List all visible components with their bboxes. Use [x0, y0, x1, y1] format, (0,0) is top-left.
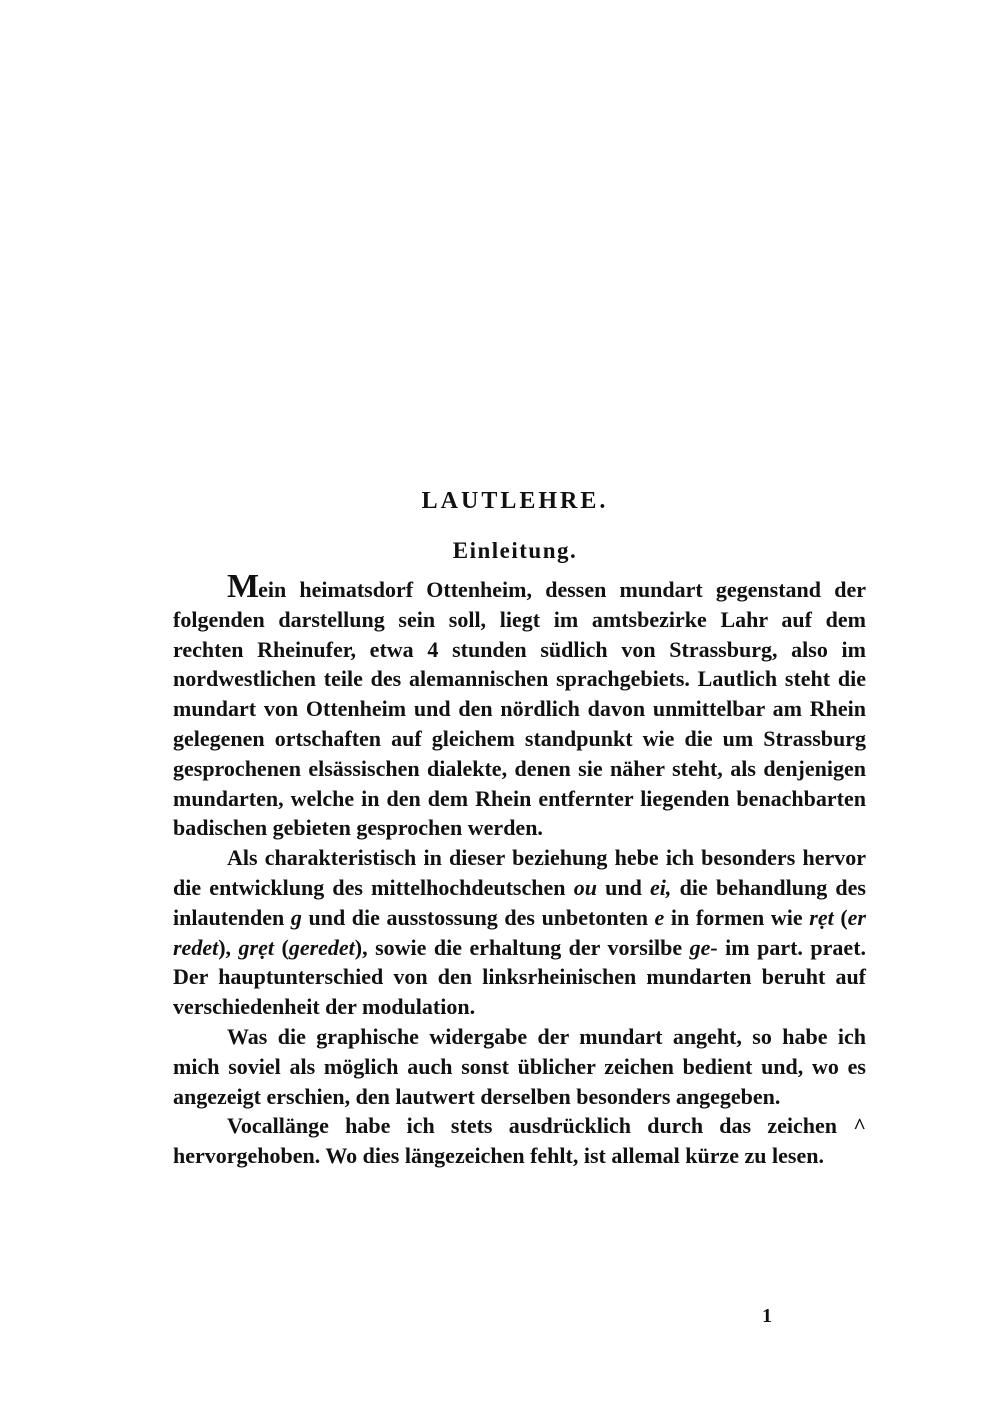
- page-number: 1: [762, 1305, 772, 1327]
- drop-cap: M: [227, 568, 259, 605]
- italic-term: ge-: [689, 934, 718, 960]
- paragraph-2-text: die behandlung des inlautenden: [173, 874, 866, 930]
- paragraph-1: [173, 568, 866, 843]
- paragraph-2-text: ),: [218, 934, 239, 960]
- italic-term: geredet: [288, 934, 355, 960]
- italic-term: grẹt: [238, 934, 274, 960]
- italic-term: g: [290, 904, 302, 930]
- italic-term: er redet: [173, 904, 866, 960]
- body-text: [173, 568, 867, 1171]
- italic-term: e: [654, 904, 665, 930]
- paragraph-2-text: (: [833, 904, 848, 930]
- italic-term: rẹt: [809, 904, 834, 930]
- paragraph-3: Was die graphische widergabe der mundart angeht, so habe ich mich soviel als möglich auch sonst üblicher zeichen bedient und, wo es angezeigt erschien, den lautwert derselben besonders angegeben.: [173, 1023, 866, 1109]
- paragraph-2-text: und die ausstossung des unbetonten: [301, 904, 655, 930]
- paragraph-2-text: (: [273, 934, 289, 960]
- paragraph-2-text: und: [596, 874, 651, 900]
- italic-term: ei,: [650, 874, 672, 900]
- paragraph-1-text: ein heimatsdorf Ottenheim, dessen mundart gegenstand der folgenden darstellung sein soll, liegt im amtsbezirke Lahr auf dem rechten Rheinufer, etwa 4 stunden südlich von Strassburg, also im nordwestlichen teile des alemannischen sprachgebiets. Lautlich steht die mundart von Ottenheim und den nördlich davon unmittelbar am Rhein gelegenen ortschaften auf gleichem standpunkt wie die um Strassburg gesprochenen elsässischen dialekte, denen sie näher steht, als denjenigen mundarten, welche in den dem Rhein entfernter liegenden benachbarten badischen gebieten gesprochen werden.: [173, 577, 866, 841]
- italic-term: ou: [573, 874, 597, 900]
- paragraph-2-text: ), sowie die erhaltung der vorsilbe: [354, 934, 690, 960]
- paragraph-2: [173, 843, 866, 1022]
- paragraph-2-text: im part. praet. Der hauptunterschied von den linksrheinischen mundarten beruht auf verschiedenheit der modulation.: [173, 934, 867, 1020]
- section-heading: Einleitung.: [452, 538, 578, 563]
- paragraph-2-text: in formen wie: [664, 904, 810, 930]
- page-title: LAUTLEHRE.: [421, 488, 609, 514]
- paragraph-4: Vocallänge habe ich stets ausdrücklich durch das zeichen ^ hervorgehoben. Wo dies längezeichen fehlt, ist allemal kürze zu lesen.: [173, 1113, 866, 1169]
- paragraph-2-text: Als charakteristisch in dieser beziehung hebe ich besonders hervor die entwicklung des mittelhochdeutschen: [173, 845, 866, 900]
